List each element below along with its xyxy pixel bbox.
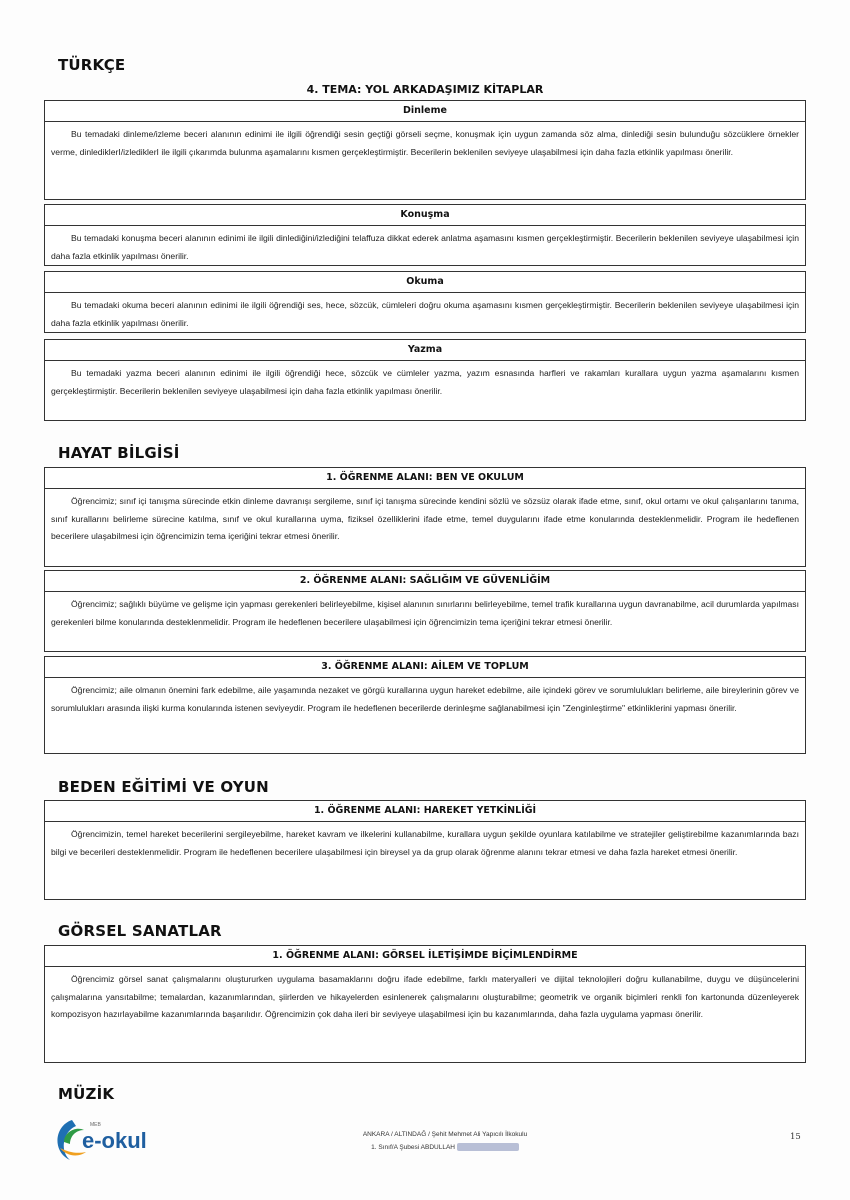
meb-label: MEB — [90, 1122, 101, 1128]
e-okul-logo — [50, 1112, 170, 1168]
page-number: 15 — [790, 1132, 801, 1142]
footer-line-2 — [300, 1141, 590, 1154]
box-text: Öğrencimiz; sağlıklı büyüme ve gelişme için yapması gerekenleri belirleyebilme, kişisel alanının sınırlarını belirleyebilme, temel trafik kurallarına uygun davranabilme, acil durumlarda yapılması gerekenleri bilme konularında desteklenmelidir. Program ile hedeflenen becerilere ulaşabilmesi için öğrencimizin tema içeriğini tekrar etmesi önerilir. — [51, 599, 799, 627]
box-heading: 1. ÖĞRENME ALANI: BEN VE OKULUM — [45, 468, 805, 489]
box-hareket-yetkinligi — [44, 800, 806, 900]
box-heading: 2. ÖĞRENME ALANI: SAĞLIĞIM VE GÜVENLİĞİM — [45, 571, 805, 592]
box-text: Bu temadaki dinleme/izleme beceri alanının edinimi ile ilgili öğrendiği sesin geçtiği görseli seçme, konuşmak için uygun zamanda söz alma, dinlediği sesin bulunduğu sözcüklere örnekler verme, dinlediklerI/izlediklerI ile ilgili çıkarımda bulunma aşamalarını kısmen gerçekleştirmiştir. Becerilerin beklenilen seviyeye ulaşabilmesi için daha fazla etkinlik yapılması önerilir. — [51, 129, 799, 157]
tema-title: 4. TEMA: YOL ARKADAŞIMIZ KİTAPLAR — [306, 83, 544, 96]
box-heading: Dinleme — [45, 101, 805, 122]
box-konusma — [44, 204, 806, 266]
box-text: Bu temadaki konuşma beceri alanının edinimi ile ilgili dinlediğini/izlediğini telaffuza dikkat ederek anlatma aşamasını kısmen gerçekleştirmiştir. Becerilerin beklenilen seviyeye ulaşabilmesi için daha fazla etkinlik yapılması önerilir. — [51, 233, 799, 261]
box-dinleme — [44, 100, 806, 200]
box-ogrenme-alani-3 — [44, 656, 806, 754]
box-text: Öğrencimiz görsel sanat çalışmalarını oluştururken uygulama basamaklarını doğru ifade edebilme, farklı materyalleri ve dijital teknolojileri doğru kullanabilme, duygu ve düşüncelerini çalışmalarına yansıtabilme; temalardan, kazanımlarından, şiirlerden ve hikayelerden esinlenerek çalışmalarını oluşturabilme; geometrik ve organik biçimleri renkli fon kartonunda düzenleyerek kompozisyon hazırlayabilme kazanımlarında başarılıdır. Öğrencimizin çok daha ileri bir seviyeye ulaşabilmesi için bu kazanımlarında, daha fazla uygulama yapması önerilir. — [51, 974, 799, 1019]
box-text: Öğrencimizin, temel hareket becerilerini sergileyebilme, hareket kavram ve ilkelerini kullanabilme, kurallara uygun şekilde oyunlara katılabilme ve stratejiler geliştirebilme kazanımlarında bazı bilgi ve becerileri desteklenmelidir. Program ile hedeflenen becerilere ulaşabilmesi için bireysel ya da grup olarak öğrenme alanını tekrar etmesi ve daha fazla hareket etmesi önerilir. — [51, 829, 799, 857]
box-heading: 1. ÖĞRENME ALANI: GÖRSEL İLETİŞİMDE BİÇİMLENDİRME — [45, 946, 805, 967]
section-title-gorsel-sanatlar: GÖRSEL SANATLAR — [58, 922, 222, 940]
box-heading: 3. ÖĞRENME ALANI: AİLEM VE TOPLUM — [45, 657, 805, 678]
box-text: Bu temadaki okuma beceri alanının edinimi ile ilgili öğrendiği ses, hece, sözcük, cümleleri doğru okuma aşamasını kısmen gerçekleştirmiştir. Becerilerin beklenilen seviyeye ulaşabilmesi için daha fazla etkinlik yapılması önerilir. — [51, 300, 799, 328]
footer-school-info — [300, 1128, 590, 1154]
box-heading: Yazma — [45, 340, 805, 361]
box-text: Öğrencimiz; aile olmanın önemini fark edebilme, aile yaşamında nezaket ve görgü kurallarına uygun hareket edebilme, aile içindeki görev ve sorumlulukları belirleme, aile bireylerinin görev ve sorumlulukları arasında ilişki kurma konularında istenen seviyeydir. Program ile hedeflenen becerilerde derinleşme sağlanabilmesi için "Zenginleştirme" etkinliklerini yapması önerilir. — [51, 685, 799, 713]
logo-text: e-okul — [82, 1128, 147, 1153]
box-heading: 1. ÖĞRENME ALANI: HAREKET YETKİNLİĞİ — [45, 801, 805, 822]
box-gorsel-iletisim — [44, 945, 806, 1063]
section-title-beden-egitimi: BEDEN EĞİTİMİ VE OYUN — [58, 778, 269, 796]
section-title-hayat-bilgisi: HAYAT BİLGİSİ — [58, 444, 180, 462]
box-yazma — [44, 339, 806, 421]
section-title-muzik: MÜZİK — [58, 1085, 115, 1103]
box-text: Öğrencimiz; sınıf içi tanışma sürecinde etkin dinleme davranışı sergileme, sınıf içi tanışma sürecinde kendini sözlü ve sözsüz olarak ifade etme, sınıf, okul ortamı ve okul çalışanlarını tanıma, sınıf kurallarını belirleme sürecine katılma, sınıf ve okul kurallarına uyma, fiziksel özelliklerini ifade etme, temel duygularını ifade etme konularında desteklenmelidir. Program ile hedeflenen becerilere ulaşabilmesi için öğrencimizin tema içeriğini tekrar etmesi önerilir. — [51, 496, 799, 541]
footer-class-text: 1. Sınıf/A Şubesi ABDULLAH — [371, 1144, 455, 1151]
box-okuma — [44, 271, 806, 333]
footer-line-1: ANKARA / ALTINDAĞ / Şehit Mehmet Ali Yapıcılı İlkokulu — [362, 1131, 528, 1138]
box-heading: Okuma — [45, 272, 805, 293]
box-heading: Konuşma — [45, 205, 805, 226]
box-text: Bu temadaki yazma beceri alanının edinimi ile ilgili öğrendiği hece, sözcük ve cümleler yazma, yazım esnasında harfleri ve rakamları kurallara uygun yazma aşamalarını kısmen gerçekleştirmiştir. Becerilerin beklenilen seviyeye ulaşabilmesi için daha fazla etkinlik yapılması önerilir. — [51, 368, 799, 396]
redacted-name — [457, 1143, 519, 1151]
box-ogrenme-alani-2 — [44, 570, 806, 652]
box-ogrenme-alani-1 — [44, 467, 806, 567]
section-title-turkce: TÜRKÇE — [58, 56, 126, 74]
